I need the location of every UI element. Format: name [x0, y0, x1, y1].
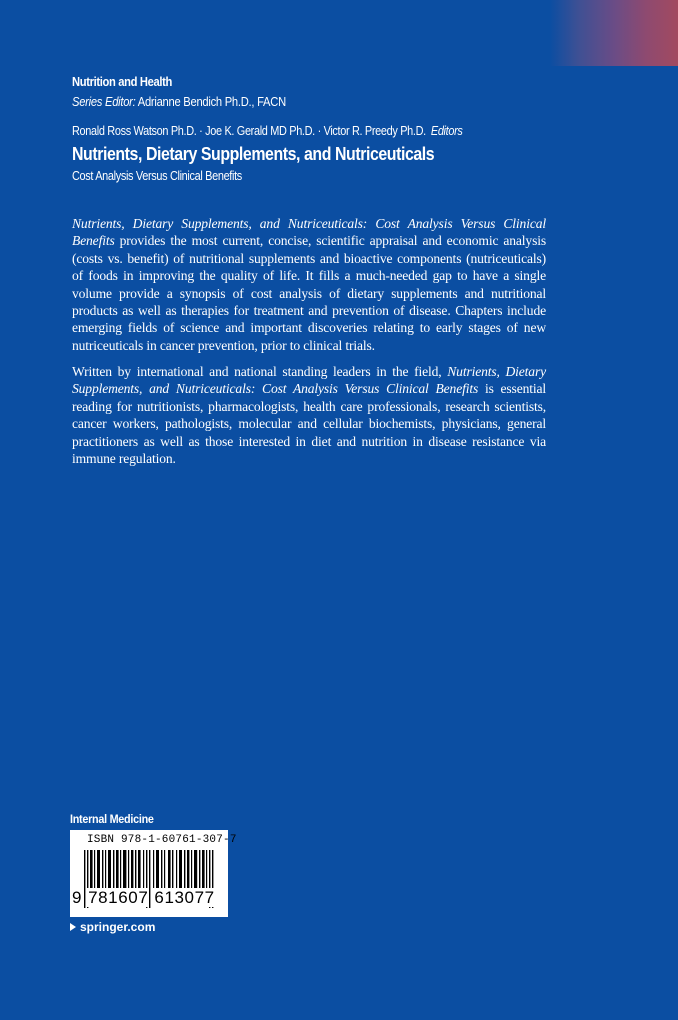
editors-label: Editors: [430, 123, 463, 138]
publisher-link[interactable]: [70, 920, 155, 934]
isbn-barcode: [70, 830, 237, 917]
ean-first-digit: 9: [72, 888, 83, 907]
series-editor-label: Series Editor:: [72, 94, 136, 109]
editors-names: Ronald Ross Watson Ph.D. · Joe K. Gerald MD Ph.D. · Victor R. Preedy Ph.D.: [72, 123, 426, 138]
series-editor: [72, 94, 286, 109]
publisher-website: springer.com: [80, 920, 156, 934]
book-editors: [72, 123, 463, 138]
p1-body: provides the most current, concise, scientific appraisal and economic analysis (costs vs. benefit) of nutritional supplements and bioactive components (nutriceuticals) of foods in improving the quality of life. It fills a much-needed gap to have a single volume provide a synopsis of cost analysis of dietary supplements and nutritional products as well as therapies for treatment and prevention of disease. Chapters include emerging fields of science and important discoveries relating to early stages of new nutriceuticals in cancer prevention, prior to clinical trials.: [72, 233, 546, 353]
series-title: Nutrition and Health: [72, 74, 172, 89]
ean-digits: [72, 888, 216, 908]
p1-italic-title: Nutrients, Dietary Supplements, and Nutriceuticals: Cost Analysis Versus Clinical Benefits: [72, 216, 546, 249]
book-subtitle: Cost Analysis Versus Clinical Benefits: [72, 168, 242, 183]
book-title: Nutrients, Dietary Supplements, and Nutriceuticals: [72, 143, 435, 164]
description-paragraph-2: [72, 363, 546, 467]
series-editor-name: Adrianne Bendich Ph.D., FACN: [137, 94, 286, 109]
subject-category: Internal Medicine: [70, 812, 154, 826]
play-triangle-icon: [70, 923, 76, 931]
description-paragraph-1: [72, 215, 546, 354]
ean-group-2: 613077: [154, 888, 215, 907]
corner-gradient-accent: [550, 0, 678, 66]
p2-body-before: Written by international and national standing leaders in the field,: [72, 364, 448, 379]
p2-body-after: is essential reading for nutritionists, pharmacologists, health care professionals, research scientists, cancer workers, pathologists, molecular and cellular biochemists, physicians, general practitioners as well as those interested in diet and nutrition in disease resistance via immune regulation.: [72, 381, 546, 467]
p2-italic-title: Nutrients, Dietary Supplements, and Nutriceuticals: Cost Analysis Versus Clinical Benefits: [72, 364, 546, 397]
isbn-text: ISBN 978-1-60761-307-7: [87, 834, 237, 846]
ean-group-1: 781607: [88, 888, 149, 907]
